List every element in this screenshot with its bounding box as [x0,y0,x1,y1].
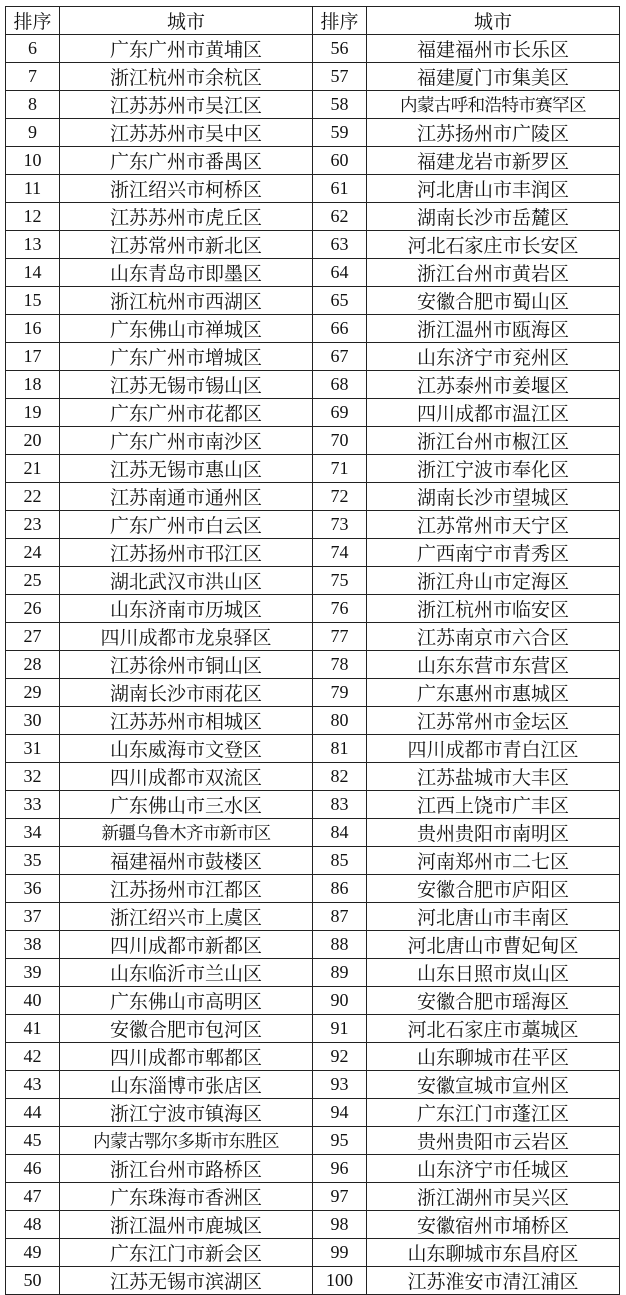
rank-cell: 87 [313,903,367,931]
table-row [6,287,620,315]
city-cell: 山东济宁市任城区 [367,1155,620,1183]
table-row [6,231,620,259]
city-cell: 浙江舟山市定海区 [367,567,620,595]
city-cell: 浙江台州市椒江区 [367,427,620,455]
city-cell: 江苏扬州市广陵区 [367,119,620,147]
rank-cell: 98 [313,1211,367,1239]
rank-cell: 35 [6,847,60,875]
city-cell: 山东聊城市茌平区 [367,1043,620,1071]
rank-cell: 47 [6,1183,60,1211]
city-cell: 山东淄博市张店区 [60,1071,313,1099]
city-cell: 浙江宁波市镇海区 [60,1099,313,1127]
city-cell: 广东佛山市三水区 [60,791,313,819]
city-cell: 江苏苏州市吴中区 [60,119,313,147]
table-row [6,1099,620,1127]
city-cell: 湖南长沙市岳麓区 [367,203,620,231]
rank-cell: 45 [6,1127,60,1155]
rank-cell: 76 [313,595,367,623]
city-cell: 四川成都市新都区 [60,931,313,959]
table-row [6,399,620,427]
city-cell: 广东佛山市高明区 [60,987,313,1015]
city-cell: 河南郑州市二七区 [367,847,620,875]
table-row [6,623,620,651]
city-cell: 广东江门市蓬江区 [367,1099,620,1127]
rank-cell: 81 [313,735,367,763]
city-cell: 江苏盐城市大丰区 [367,763,620,791]
rank-cell: 11 [6,175,60,203]
rank-cell: 59 [313,119,367,147]
city-cell: 广西南宁市青秀区 [367,539,620,567]
rank-cell: 79 [313,679,367,707]
rank-cell: 41 [6,1015,60,1043]
table-body [6,35,620,1295]
city-cell: 广东广州市南沙区 [60,427,313,455]
rank-cell: 12 [6,203,60,231]
rank-cell: 97 [313,1183,367,1211]
table-row [6,651,620,679]
city-cell: 江苏泰州市姜堰区 [367,371,620,399]
rank-cell: 17 [6,343,60,371]
city-cell: 湖南长沙市望城区 [367,483,620,511]
table-row [6,315,620,343]
table-row [6,959,620,987]
city-cell: 山东青岛市即墨区 [60,259,313,287]
city-cell: 广东江门市新会区 [60,1239,313,1267]
rank-cell: 75 [313,567,367,595]
rank-cell: 66 [313,315,367,343]
rank-cell: 64 [313,259,367,287]
city-cell: 广东惠州市惠城区 [367,679,620,707]
city-cell: 安徽合肥市蜀山区 [367,287,620,315]
table-row [6,427,620,455]
city-cell: 浙江台州市黄岩区 [367,259,620,287]
rank-cell: 65 [313,287,367,315]
city-cell: 江苏常州市金坛区 [367,707,620,735]
table-row [6,595,620,623]
rank-cell: 95 [313,1127,367,1155]
city-cell: 四川成都市双流区 [60,763,313,791]
city-cell: 浙江杭州市西湖区 [60,287,313,315]
city-cell: 四川成都市青白江区 [367,735,620,763]
city-cell: 浙江绍兴市柯桥区 [60,175,313,203]
city-cell: 福建龙岩市新罗区 [367,147,620,175]
table-row [6,343,620,371]
rank-cell: 72 [313,483,367,511]
table-row [6,679,620,707]
rank-header-left: 排序 [6,7,60,35]
rank-cell: 94 [313,1099,367,1127]
city-cell: 贵州贵阳市云岩区 [367,1127,620,1155]
city-cell: 山东临沂市兰山区 [60,959,313,987]
rank-cell: 18 [6,371,60,399]
table-row [6,63,620,91]
rank-cell: 92 [313,1043,367,1071]
rank-cell: 60 [313,147,367,175]
rank-cell: 74 [313,539,367,567]
rank-cell: 42 [6,1043,60,1071]
rank-cell: 71 [313,455,367,483]
table-row [6,539,620,567]
table-row [6,371,620,399]
rank-cell: 13 [6,231,60,259]
rank-header-right: 排序 [313,7,367,35]
city-cell: 河北唐山市曹妃甸区 [367,931,620,959]
city-cell: 浙江杭州市临安区 [367,595,620,623]
city-cell: 江苏常州市新北区 [60,231,313,259]
city-cell: 湖南长沙市雨花区 [60,679,313,707]
rank-cell: 67 [313,343,367,371]
rank-cell: 31 [6,735,60,763]
city-cell: 内蒙古呼和浩特市赛罕区 [367,91,620,119]
city-cell: 浙江宁波市奉化区 [367,455,620,483]
rank-cell: 39 [6,959,60,987]
rank-cell: 78 [313,651,367,679]
city-cell: 新疆乌鲁木齐市新市区 [60,819,313,847]
table-row [6,1127,620,1155]
table-row [6,35,620,63]
rank-cell: 10 [6,147,60,175]
city-cell: 江苏南通市通州区 [60,483,313,511]
rank-cell: 77 [313,623,367,651]
table-row [6,1239,620,1267]
city-cell: 安徽宣城市宣州区 [367,1071,620,1099]
city-header-left: 城市 [60,7,313,35]
rank-cell: 40 [6,987,60,1015]
city-cell: 内蒙古鄂尔多斯市东胜区 [60,1127,313,1155]
city-cell: 山东济宁市兖州区 [367,343,620,371]
city-cell: 山东日照市岚山区 [367,959,620,987]
city-cell: 浙江温州市瓯海区 [367,315,620,343]
rank-cell: 15 [6,287,60,315]
city-cell: 江苏无锡市滨湖区 [60,1267,313,1295]
rank-cell: 20 [6,427,60,455]
rank-cell: 50 [6,1267,60,1295]
city-cell: 福建厦门市集美区 [367,63,620,91]
rank-cell: 46 [6,1155,60,1183]
rank-cell: 49 [6,1239,60,1267]
city-cell: 广东广州市花都区 [60,399,313,427]
city-cell: 江西上饶市广丰区 [367,791,620,819]
city-cell: 福建福州市长乐区 [367,35,620,63]
rank-cell: 8 [6,91,60,119]
rank-cell: 43 [6,1071,60,1099]
table-row [6,483,620,511]
rank-cell: 70 [313,427,367,455]
rank-cell: 85 [313,847,367,875]
city-cell: 安徽合肥市包河区 [60,1015,313,1043]
city-header-right: 城市 [367,7,620,35]
rank-cell: 90 [313,987,367,1015]
table-row [6,1267,620,1295]
rank-cell: 86 [313,875,367,903]
city-cell: 浙江湖州市吴兴区 [367,1183,620,1211]
city-cell: 四川成都市郫都区 [60,1043,313,1071]
table-row [6,175,620,203]
city-cell: 江苏苏州市吴江区 [60,91,313,119]
city-cell: 河北唐山市丰润区 [367,175,620,203]
table-row [6,847,620,875]
city-cell: 河北唐山市丰南区 [367,903,620,931]
table-row [6,1071,620,1099]
rank-cell: 91 [313,1015,367,1043]
city-cell: 湖北武汉市洪山区 [60,567,313,595]
rank-cell: 96 [313,1155,367,1183]
rank-cell: 34 [6,819,60,847]
table-row [6,147,620,175]
city-cell: 江苏徐州市铜山区 [60,651,313,679]
rank-cell: 100 [313,1267,367,1295]
city-cell: 安徽宿州市埇桥区 [367,1211,620,1239]
rank-cell: 73 [313,511,367,539]
rank-cell: 7 [6,63,60,91]
city-cell: 浙江温州市鹿城区 [60,1211,313,1239]
ranking-table [5,6,620,1295]
rank-cell: 6 [6,35,60,63]
city-cell: 江苏南京市六合区 [367,623,620,651]
city-cell: 安徽合肥市庐阳区 [367,875,620,903]
table-row [6,91,620,119]
rank-cell: 30 [6,707,60,735]
rank-cell: 29 [6,679,60,707]
rank-cell: 61 [313,175,367,203]
city-cell: 江苏苏州市相城区 [60,707,313,735]
rank-cell: 48 [6,1211,60,1239]
city-cell: 福建福州市鼓楼区 [60,847,313,875]
city-cell: 四川成都市温江区 [367,399,620,427]
city-cell: 山东济南市历城区 [60,595,313,623]
city-cell: 河北石家庄市长安区 [367,231,620,259]
city-cell: 广东广州市白云区 [60,511,313,539]
table-row [6,819,620,847]
table-row [6,735,620,763]
city-cell: 江苏淮安市清江浦区 [367,1267,620,1295]
rank-cell: 16 [6,315,60,343]
rank-cell: 44 [6,1099,60,1127]
city-cell: 广东广州市增城区 [60,343,313,371]
rank-cell: 99 [313,1239,367,1267]
rank-cell: 32 [6,763,60,791]
rank-cell: 89 [313,959,367,987]
rank-cell: 69 [313,399,367,427]
rank-cell: 33 [6,791,60,819]
rank-cell: 36 [6,875,60,903]
rank-cell: 88 [313,931,367,959]
rank-cell: 23 [6,511,60,539]
table-row [6,1211,620,1239]
city-cell: 江苏无锡市惠山区 [60,455,313,483]
rank-cell: 25 [6,567,60,595]
table-row [6,455,620,483]
city-cell: 江苏扬州市邗江区 [60,539,313,567]
city-cell: 河北石家庄市藁城区 [367,1015,620,1043]
rank-cell: 63 [313,231,367,259]
rank-cell: 82 [313,763,367,791]
city-cell: 浙江台州市路桥区 [60,1155,313,1183]
rank-cell: 83 [313,791,367,819]
city-cell: 浙江杭州市余杭区 [60,63,313,91]
city-cell: 山东聊城市东昌府区 [367,1239,620,1267]
rank-cell: 57 [313,63,367,91]
table-row [6,1043,620,1071]
city-cell: 江苏苏州市虎丘区 [60,203,313,231]
city-cell: 广东佛山市禅城区 [60,315,313,343]
city-cell: 广东珠海市香洲区 [60,1183,313,1211]
rank-cell: 9 [6,119,60,147]
table-row [6,903,620,931]
city-cell: 四川成都市龙泉驿区 [60,623,313,651]
rank-cell: 19 [6,399,60,427]
table-row [6,567,620,595]
rank-cell: 21 [6,455,60,483]
table-row [6,791,620,819]
city-cell: 广东广州市黄埔区 [60,35,313,63]
table-row [6,511,620,539]
table-row [6,259,620,287]
rank-cell: 27 [6,623,60,651]
rank-cell: 24 [6,539,60,567]
city-cell: 浙江绍兴市上虞区 [60,903,313,931]
table-row [6,987,620,1015]
table-row [6,931,620,959]
city-cell: 江苏无锡市锡山区 [60,371,313,399]
rank-cell: 62 [313,203,367,231]
table-row [6,707,620,735]
city-cell: 山东东营市东营区 [367,651,620,679]
rank-cell: 26 [6,595,60,623]
city-cell: 贵州贵阳市南明区 [367,819,620,847]
table-row [6,203,620,231]
table-row [6,119,620,147]
rank-cell: 28 [6,651,60,679]
rank-cell: 14 [6,259,60,287]
rank-cell: 80 [313,707,367,735]
rank-cell: 68 [313,371,367,399]
rank-cell: 37 [6,903,60,931]
table-row [6,1183,620,1211]
table-row [6,875,620,903]
table-header-row [6,7,620,35]
table-row [6,763,620,791]
rank-cell: 38 [6,931,60,959]
rank-cell: 22 [6,483,60,511]
city-cell: 江苏扬州市江都区 [60,875,313,903]
rank-cell: 56 [313,35,367,63]
city-cell: 广东广州市番禺区 [60,147,313,175]
city-cell: 江苏常州市天宁区 [367,511,620,539]
rank-cell: 84 [313,819,367,847]
city-cell: 安徽合肥市瑶海区 [367,987,620,1015]
city-cell: 山东威海市文登区 [60,735,313,763]
rank-cell: 58 [313,91,367,119]
table-row [6,1015,620,1043]
rank-cell: 93 [313,1071,367,1099]
ranking-table-container [5,6,620,1295]
